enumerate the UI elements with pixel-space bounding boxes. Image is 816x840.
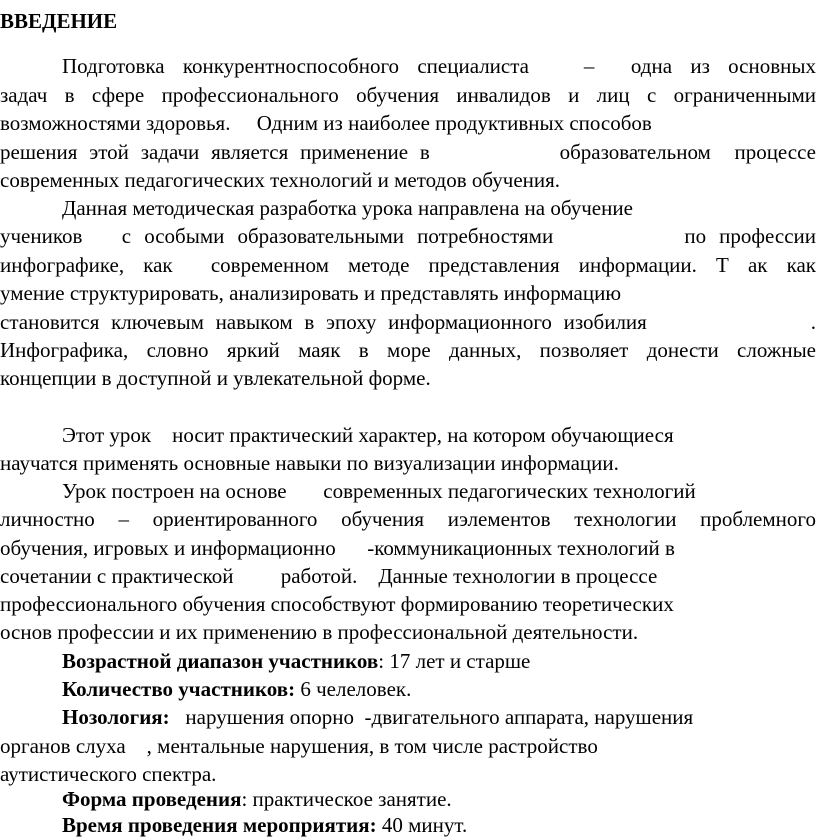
nosology-row [62, 704, 693, 732]
paragraph-line: основ профессии и их применению в профессиональной деятельности. [0, 620, 639, 644]
age-range-label: Возрастной диапазон участников [62, 649, 379, 673]
participant-count-row [62, 676, 411, 704]
lesson-form-value: : практическое занятие. [241, 787, 452, 811]
paragraph-line: личностно – ориентированного обучения иэлементов технологии проблемного [0, 507, 816, 531]
paragraph-line: инфографике, как современном методе представления информации. Т ак как [0, 253, 816, 277]
paragraph-line: возможностями здоровья. Одним из наиболее продуктивных способов [0, 111, 652, 135]
paragraph-line: сочетании с практической работой. Данные технологии в процессе [0, 564, 658, 588]
age-range-value: 17 лет и старше [384, 649, 531, 673]
paragraph-line: задач в сфере профессионального обучения инвалидов и лиц с ограниченными [0, 83, 816, 107]
paragraph-line: обучения, игровых и информационно -коммуникационных технологий в [0, 536, 675, 560]
lesson-form-row [62, 786, 452, 814]
nosology-continuation: аутистического спектра. [0, 762, 217, 786]
paragraph-line: профессионального обучения способствуют формированию теоретических [0, 592, 674, 616]
duration-label: Время проведения мероприятия: [62, 813, 377, 837]
paragraph-line: концепции в доступной и увлекательной форме. [0, 366, 431, 390]
participant-count-label: Количество участников: [62, 677, 296, 701]
paragraph-line: Данная методическая разработка урока направлена на обучение [62, 196, 633, 220]
paragraph-line: Этот урок носит практический характер, на котором обучающиеся [62, 423, 674, 447]
paragraph-line: научатся применять основные навыки по визуализации информации. [0, 451, 619, 475]
paragraph-line: учеников с особыми образовательными потребностями по профессии [0, 224, 816, 248]
paragraph-line: умение структурировать, анализировать и представлять информацию [0, 281, 622, 305]
paragraph-line: Урок построен на основе современных педагогических технологий [62, 479, 696, 503]
nosology-label: Нозология: [62, 705, 170, 729]
paragraph-line: решения этой задачи является применение в образовательном процессе [0, 140, 816, 164]
age-range-separator: : [378, 649, 385, 673]
paragraph-line: становится ключевым навыком в эпоху информационного изобилия . [0, 310, 816, 334]
duration-row [62, 812, 467, 840]
duration-value: 40 минут. [376, 813, 468, 837]
participant-count-value: 6 челеловек. [295, 677, 412, 701]
nosology-value: нарушения опорно -двигательного аппарата, нарушения [169, 705, 694, 729]
age-range-row [62, 648, 530, 676]
nosology-continuation: органов слуха , ментальные нарушения, в том числе растройство [0, 734, 598, 758]
lesson-form-label: Форма проведения [62, 787, 242, 811]
paragraph-line: Подготовка конкурентноспособного специалиста – одна из основных [62, 54, 816, 78]
paragraph-line: Инфографика, словно яркий маяк в море данных, позволяет донести сложные [0, 338, 816, 362]
paragraph-line: современных педагогических технологий и методов обучения. [0, 168, 561, 192]
document-heading: ВВЕДЕНИЕ [0, 9, 118, 33]
